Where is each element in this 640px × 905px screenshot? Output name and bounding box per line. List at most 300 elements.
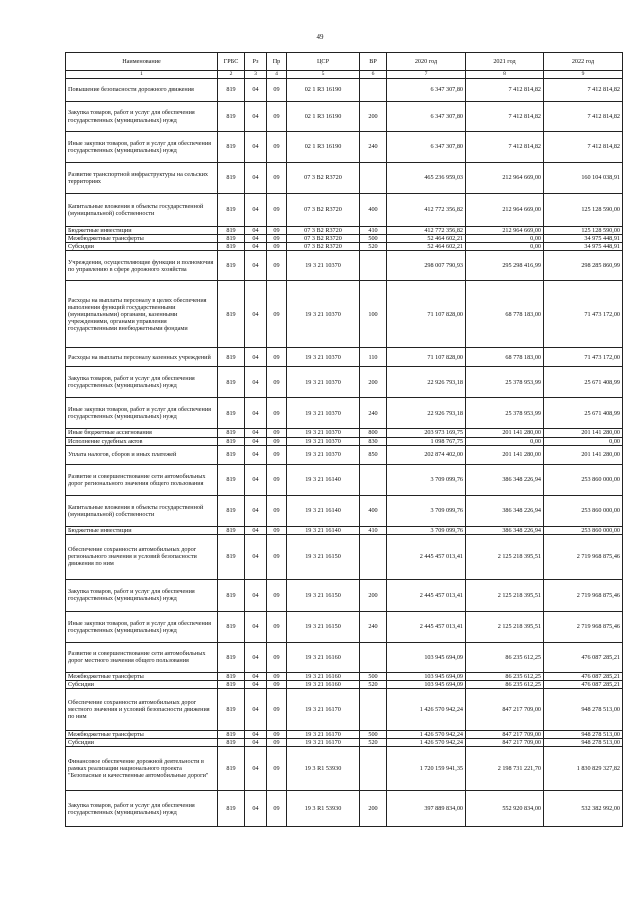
row-amount-2021: 386 348 226,94 — [466, 526, 544, 534]
row-target-article: 07 3 B2 R3720 — [287, 163, 360, 194]
row-expense-type: 100 — [360, 281, 387, 348]
table-row — [66, 534, 623, 579]
table-row — [66, 79, 623, 102]
row-section: 04 — [245, 102, 267, 132]
row-target-article: 02 1 R3 16190 — [287, 79, 360, 102]
row-expense-type — [360, 251, 387, 281]
table-row — [66, 102, 623, 132]
row-grbs: 819 — [218, 102, 245, 132]
row-target-article: 19 3 21 16140 — [287, 464, 360, 495]
row-section: 04 — [245, 464, 267, 495]
row-name: Закупка товаров, работ и услуг для обеспечения государственных (муниципальных) нужд — [66, 791, 218, 827]
row-amount-2020: 71 107 828,00 — [387, 281, 466, 348]
row-subsection: 09 — [267, 243, 287, 251]
row-amount-2021: 847 217 709,00 — [466, 689, 544, 731]
row-amount-2021: 847 217 709,00 — [466, 731, 544, 739]
row-expense-type: 850 — [360, 445, 387, 464]
row-amount-2020: 1 426 570 942,24 — [387, 731, 466, 739]
row-expense-type: 800 — [360, 429, 387, 437]
row-amount-2022: 34 975 448,91 — [544, 235, 623, 243]
row-grbs: 819 — [218, 79, 245, 102]
row-expense-type — [360, 79, 387, 102]
row-amount-2022: 253 860 000,00 — [544, 464, 623, 495]
table-row — [66, 445, 623, 464]
row-amount-2020: 22 926 793,18 — [387, 398, 466, 429]
row-section: 04 — [245, 445, 267, 464]
header-cell: ВР — [360, 53, 387, 71]
row-section: 04 — [245, 132, 267, 163]
row-target-article: 07 3 B2 R3720 — [287, 235, 360, 243]
row-amount-2022: 25 671 408,99 — [544, 367, 623, 398]
row-amount-2020: 52 464 602,21 — [387, 235, 466, 243]
column-number: 3 — [245, 71, 267, 79]
row-amount-2022: 948 278 513,00 — [544, 731, 623, 739]
row-amount-2021: 0,00 — [466, 235, 544, 243]
table-row — [66, 437, 623, 445]
row-expense-type: 500 — [360, 235, 387, 243]
row-amount-2021: 212 964 669,00 — [466, 194, 544, 227]
row-target-article: 19 3 21 10370 — [287, 367, 360, 398]
row-amount-2021: 2 125 218 395,51 — [466, 611, 544, 642]
row-name: Обеспечение сохранности автомобильных дорог регионального значения и условий безопасности движения по ним — [66, 534, 218, 579]
row-amount-2020: 465 236 959,03 — [387, 163, 466, 194]
row-grbs: 819 — [218, 227, 245, 235]
row-subsection: 09 — [267, 227, 287, 235]
table-row — [66, 367, 623, 398]
row-expense-type: 400 — [360, 194, 387, 227]
row-amount-2022: 25 671 408,99 — [544, 398, 623, 429]
row-amount-2020: 412 772 356,82 — [387, 194, 466, 227]
row-section: 04 — [245, 243, 267, 251]
row-amount-2020: 3 709 099,76 — [387, 495, 466, 526]
row-section: 04 — [245, 739, 267, 747]
row-amount-2021: 552 920 834,00 — [466, 791, 544, 827]
row-target-article: 19 3 21 16140 — [287, 495, 360, 526]
row-grbs: 819 — [218, 680, 245, 688]
column-number: 4 — [267, 71, 287, 79]
row-section: 04 — [245, 194, 267, 227]
row-target-article: 19 3 21 10370 — [287, 437, 360, 445]
row-target-article: 19 3 21 16160 — [287, 680, 360, 688]
header-cell: ГРБС — [218, 53, 245, 71]
header-cell: ЦСР — [287, 53, 360, 71]
row-target-article: 19 3 21 16170 — [287, 731, 360, 739]
row-subsection: 09 — [267, 132, 287, 163]
row-name: Финансовое обеспечение дорожной деятельности в рамках реализации национального проекта "Безопасные и качественные автомобильные дороги" — [66, 747, 218, 791]
row-amount-2021: 847 217 709,00 — [466, 739, 544, 747]
row-subsection: 09 — [267, 102, 287, 132]
row-subsection: 09 — [267, 464, 287, 495]
row-expense-type: 410 — [360, 526, 387, 534]
row-amount-2020: 202 874 402,00 — [387, 445, 466, 464]
row-amount-2020: 6 347 307,80 — [387, 102, 466, 132]
row-amount-2022: 160 104 038,91 — [544, 163, 623, 194]
row-amount-2022: 34 975 448,91 — [544, 243, 623, 251]
row-amount-2020: 2 445 457 013,41 — [387, 579, 466, 611]
row-subsection: 09 — [267, 739, 287, 747]
row-amount-2021: 295 298 416,99 — [466, 251, 544, 281]
table-row — [66, 243, 623, 251]
row-name: Развитие и совершенствование сети автомобильных дорог местного значения общего пользования — [66, 642, 218, 672]
row-amount-2022: 948 278 513,00 — [544, 689, 623, 731]
row-expense-type: 200 — [360, 791, 387, 827]
row-amount-2022: 125 128 590,00 — [544, 194, 623, 227]
row-section: 04 — [245, 495, 267, 526]
table-row — [66, 747, 623, 791]
row-section: 04 — [245, 579, 267, 611]
row-target-article: 19 3 21 10370 — [287, 251, 360, 281]
row-name: Закупка товаров, работ и услуг для обеспечения государственных (муниципальных) нужд — [66, 579, 218, 611]
row-amount-2021: 2 198 731 221,70 — [466, 747, 544, 791]
row-grbs: 819 — [218, 243, 245, 251]
row-amount-2021: 2 125 218 395,51 — [466, 534, 544, 579]
row-name: Расходы на выплаты персоналу казенных учреждений — [66, 348, 218, 367]
row-amount-2021: 7 412 814,82 — [466, 132, 544, 163]
row-amount-2020: 203 973 169,75 — [387, 429, 466, 437]
row-target-article: 02 1 R3 16190 — [287, 132, 360, 163]
row-expense-type: 240 — [360, 611, 387, 642]
header-cell: 2021 год — [466, 53, 544, 71]
row-amount-2022: 7 412 814,82 — [544, 132, 623, 163]
row-amount-2021: 25 378 953,99 — [466, 398, 544, 429]
row-subsection: 09 — [267, 194, 287, 227]
row-grbs: 819 — [218, 526, 245, 534]
table-row — [66, 132, 623, 163]
row-expense-type: 520 — [360, 680, 387, 688]
table-row — [66, 235, 623, 243]
row-expense-type: 240 — [360, 398, 387, 429]
row-name: Развитие транспортной инфраструктуры на сельских территориях — [66, 163, 218, 194]
row-grbs: 819 — [218, 429, 245, 437]
column-number: 7 — [387, 71, 466, 79]
row-target-article: 07 3 B2 R3720 — [287, 243, 360, 251]
row-amount-2021: 0,00 — [466, 243, 544, 251]
row-amount-2022: 948 278 513,00 — [544, 739, 623, 747]
row-subsection: 09 — [267, 747, 287, 791]
row-amount-2022: 253 860 000,00 — [544, 495, 623, 526]
header-cell: Пр — [267, 53, 287, 71]
row-amount-2022: 71 473 172,00 — [544, 281, 623, 348]
row-subsection: 09 — [267, 731, 287, 739]
row-grbs: 819 — [218, 445, 245, 464]
row-amount-2022: 2 719 968 875,46 — [544, 534, 623, 579]
table-row — [66, 398, 623, 429]
row-subsection: 09 — [267, 534, 287, 579]
row-subsection: 09 — [267, 611, 287, 642]
row-amount-2020: 103 945 694,09 — [387, 672, 466, 680]
column-number-row — [66, 71, 623, 79]
row-expense-type — [360, 689, 387, 731]
table-row — [66, 526, 623, 534]
row-amount-2022: 2 719 968 875,46 — [544, 579, 623, 611]
row-amount-2022: 532 382 992,00 — [544, 791, 623, 827]
row-grbs: 819 — [218, 281, 245, 348]
table-row — [66, 227, 623, 235]
row-target-article: 19 3 21 16150 — [287, 534, 360, 579]
row-amount-2021: 7 412 814,82 — [466, 79, 544, 102]
row-amount-2022: 298 285 860,99 — [544, 251, 623, 281]
row-section: 04 — [245, 791, 267, 827]
row-target-article: 19 3 21 16170 — [287, 739, 360, 747]
row-subsection: 09 — [267, 235, 287, 243]
row-amount-2020: 3 709 099,76 — [387, 464, 466, 495]
row-amount-2021: 201 141 280,00 — [466, 429, 544, 437]
column-number: 8 — [466, 71, 544, 79]
row-amount-2020: 6 347 307,80 — [387, 132, 466, 163]
row-amount-2021: 201 141 280,00 — [466, 445, 544, 464]
row-subsection: 09 — [267, 526, 287, 534]
row-target-article: 19 3 21 10370 — [287, 348, 360, 367]
row-amount-2021: 25 378 953,99 — [466, 367, 544, 398]
row-section: 04 — [245, 367, 267, 398]
row-name: Капитальные вложения в объекты государственной (муниципальной) собственности — [66, 495, 218, 526]
row-name: Межбюджетные трансферты — [66, 235, 218, 243]
row-name: Закупка товаров, работ и услуг для обеспечения государственных (муниципальных) нужд — [66, 367, 218, 398]
table-row — [66, 251, 623, 281]
table-row — [66, 495, 623, 526]
row-amount-2020: 3 709 099,76 — [387, 526, 466, 534]
row-target-article: 19 3 21 16160 — [287, 642, 360, 672]
row-target-article: 19 3 21 10370 — [287, 429, 360, 437]
row-section: 04 — [245, 611, 267, 642]
row-target-article: 19 3 21 16140 — [287, 526, 360, 534]
row-name: Межбюджетные трансферты — [66, 731, 218, 739]
row-amount-2020: 22 926 793,18 — [387, 367, 466, 398]
row-section: 04 — [245, 747, 267, 791]
row-subsection: 09 — [267, 680, 287, 688]
row-target-article: 19 3 21 10370 — [287, 445, 360, 464]
row-name: Капитальные вложения в объекты государственной (муниципальной) собственности — [66, 194, 218, 227]
row-subsection: 09 — [267, 281, 287, 348]
row-amount-2020: 6 347 307,80 — [387, 79, 466, 102]
row-subsection: 09 — [267, 672, 287, 680]
row-name: Исполнение судебных актов — [66, 437, 218, 445]
table-row — [66, 739, 623, 747]
row-subsection: 09 — [267, 398, 287, 429]
row-subsection: 09 — [267, 429, 287, 437]
row-amount-2022: 1 830 829 327,82 — [544, 747, 623, 791]
row-expense-type — [360, 642, 387, 672]
row-amount-2020: 1 720 159 941,35 — [387, 747, 466, 791]
row-section: 04 — [245, 689, 267, 731]
row-expense-type: 200 — [360, 102, 387, 132]
row-amount-2021: 212 964 669,00 — [466, 163, 544, 194]
row-amount-2020: 1 426 570 942,24 — [387, 689, 466, 731]
row-subsection: 09 — [267, 791, 287, 827]
row-grbs: 819 — [218, 672, 245, 680]
row-amount-2020: 1 426 570 942,24 — [387, 739, 466, 747]
row-section: 04 — [245, 680, 267, 688]
row-expense-type: 520 — [360, 739, 387, 747]
row-grbs: 819 — [218, 348, 245, 367]
row-subsection: 09 — [267, 642, 287, 672]
row-section: 04 — [245, 534, 267, 579]
row-section: 04 — [245, 251, 267, 281]
table-row — [66, 464, 623, 495]
row-expense-type: 520 — [360, 243, 387, 251]
table-row — [66, 680, 623, 688]
budget-table — [65, 52, 623, 827]
row-subsection: 09 — [267, 689, 287, 731]
row-expense-type: 830 — [360, 437, 387, 445]
row-amount-2022: 0,00 — [544, 437, 623, 445]
row-subsection: 09 — [267, 495, 287, 526]
table-row — [66, 731, 623, 739]
row-grbs: 819 — [218, 251, 245, 281]
row-amount-2021: 7 412 814,82 — [466, 102, 544, 132]
column-number: 2 — [218, 71, 245, 79]
row-grbs: 819 — [218, 689, 245, 731]
row-expense-type: 200 — [360, 579, 387, 611]
header-cell: Наименование — [66, 53, 218, 71]
row-amount-2021: 212 964 669,00 — [466, 227, 544, 235]
row-target-article: 19 3 21 16150 — [287, 611, 360, 642]
row-section: 04 — [245, 227, 267, 235]
row-subsection: 09 — [267, 445, 287, 464]
row-subsection: 09 — [267, 163, 287, 194]
row-amount-2020: 412 772 356,82 — [387, 227, 466, 235]
row-section: 04 — [245, 398, 267, 429]
row-name: Субсидии — [66, 243, 218, 251]
row-target-article: 19 3 21 10370 — [287, 281, 360, 348]
row-grbs: 819 — [218, 132, 245, 163]
row-grbs: 819 — [218, 235, 245, 243]
table-row — [66, 163, 623, 194]
row-amount-2021: 68 778 183,00 — [466, 281, 544, 348]
row-grbs: 819 — [218, 367, 245, 398]
row-name: Межбюджетные трансферты — [66, 672, 218, 680]
row-expense-type: 400 — [360, 495, 387, 526]
row-grbs: 819 — [218, 731, 245, 739]
row-expense-type: 110 — [360, 348, 387, 367]
row-grbs: 819 — [218, 437, 245, 445]
header-row — [66, 53, 623, 71]
row-name: Иные закупки товаров, работ и услуг для обеспечения государственных (муниципальных) нужд — [66, 132, 218, 163]
row-name: Иные закупки товаров, работ и услуг для обеспечения государственных (муниципальных) нужд — [66, 611, 218, 642]
column-number: 9 — [544, 71, 623, 79]
row-expense-type — [360, 163, 387, 194]
row-name: Повышение безопасности дорожного движения — [66, 79, 218, 102]
row-target-article: 19 3 21 16160 — [287, 672, 360, 680]
table-row — [66, 672, 623, 680]
row-expense-type — [360, 534, 387, 579]
table-row — [66, 579, 623, 611]
row-amount-2022: 476 087 285,21 — [544, 672, 623, 680]
row-grbs: 819 — [218, 194, 245, 227]
table-row — [66, 429, 623, 437]
row-amount-2020: 103 945 694,09 — [387, 680, 466, 688]
row-subsection: 09 — [267, 579, 287, 611]
row-amount-2020: 298 007 790,93 — [387, 251, 466, 281]
row-subsection: 09 — [267, 79, 287, 102]
row-name: Уплата налогов, сборов и иных платежей — [66, 445, 218, 464]
row-grbs: 819 — [218, 398, 245, 429]
row-name: Субсидии — [66, 680, 218, 688]
row-grbs: 819 — [218, 642, 245, 672]
row-subsection: 09 — [267, 251, 287, 281]
row-section: 04 — [245, 348, 267, 367]
table-row — [66, 611, 623, 642]
row-name: Закупка товаров, работ и услуг для обеспечения государственных (муниципальных) нужд — [66, 102, 218, 132]
row-amount-2021: 86 235 612,25 — [466, 642, 544, 672]
row-amount-2022: 476 087 285,21 — [544, 642, 623, 672]
row-grbs: 819 — [218, 611, 245, 642]
row-name: Субсидии — [66, 739, 218, 747]
row-target-article: 02 1 R3 16190 — [287, 102, 360, 132]
row-name: Иные закупки товаров, работ и услуг для обеспечения государственных (муниципальных) нужд — [66, 398, 218, 429]
row-section: 04 — [245, 235, 267, 243]
row-amount-2022: 7 412 814,82 — [544, 102, 623, 132]
row-section: 04 — [245, 281, 267, 348]
table-row — [66, 194, 623, 227]
row-amount-2022: 125 128 590,00 — [544, 227, 623, 235]
row-amount-2022: 476 087 285,21 — [544, 680, 623, 688]
table-row — [66, 642, 623, 672]
table-body — [66, 79, 623, 827]
row-section: 04 — [245, 526, 267, 534]
row-section: 04 — [245, 163, 267, 194]
column-number: 6 — [360, 71, 387, 79]
row-amount-2022: 253 860 000,00 — [544, 526, 623, 534]
row-section: 04 — [245, 731, 267, 739]
row-amount-2021: 68 778 183,00 — [466, 348, 544, 367]
row-expense-type: 500 — [360, 731, 387, 739]
row-amount-2021: 86 235 612,25 — [466, 672, 544, 680]
row-amount-2021: 2 125 218 395,51 — [466, 579, 544, 611]
row-target-article: 07 3 B2 R3720 — [287, 227, 360, 235]
row-target-article: 19 3 R1 53930 — [287, 747, 360, 791]
row-expense-type: 410 — [360, 227, 387, 235]
row-amount-2020: 1 098 767,75 — [387, 437, 466, 445]
row-subsection: 09 — [267, 437, 287, 445]
row-section: 04 — [245, 437, 267, 445]
row-name: Бюджетные инвестиции — [66, 227, 218, 235]
table-row — [66, 281, 623, 348]
column-number: 5 — [287, 71, 360, 79]
row-name: Иные бюджетные ассигнования — [66, 429, 218, 437]
row-name: Учреждения, осуществляющие функции и полномочия по управлению в сфере дорожного хозяйства — [66, 251, 218, 281]
row-amount-2022: 2 719 968 875,46 — [544, 611, 623, 642]
row-section: 04 — [245, 429, 267, 437]
row-section: 04 — [245, 79, 267, 102]
row-amount-2021: 86 235 612,25 — [466, 680, 544, 688]
row-expense-type: 200 — [360, 367, 387, 398]
row-amount-2020: 71 107 828,00 — [387, 348, 466, 367]
row-subsection: 09 — [267, 367, 287, 398]
row-grbs: 819 — [218, 747, 245, 791]
row-amount-2020: 2 445 457 013,41 — [387, 534, 466, 579]
row-grbs: 819 — [218, 791, 245, 827]
row-amount-2022: 71 473 172,00 — [544, 348, 623, 367]
column-number: 1 — [66, 71, 218, 79]
row-name: Бюджетные инвестиции — [66, 526, 218, 534]
row-amount-2022: 7 412 814,82 — [544, 79, 623, 102]
row-grbs: 819 — [218, 534, 245, 579]
row-target-article: 19 3 R1 53930 — [287, 791, 360, 827]
header-cell: Рз — [245, 53, 267, 71]
row-target-article: 19 3 21 16150 — [287, 579, 360, 611]
row-section: 04 — [245, 642, 267, 672]
row-grbs: 819 — [218, 579, 245, 611]
row-section: 04 — [245, 672, 267, 680]
row-name: Обеспечение сохранности автомобильных дорог местного значения и условий безопасности движения по ним — [66, 689, 218, 731]
row-grbs: 819 — [218, 163, 245, 194]
row-amount-2021: 386 348 226,94 — [466, 464, 544, 495]
table-row — [66, 348, 623, 367]
row-amount-2022: 201 141 280,00 — [544, 429, 623, 437]
row-amount-2021: 386 348 226,94 — [466, 495, 544, 526]
row-expense-type — [360, 464, 387, 495]
